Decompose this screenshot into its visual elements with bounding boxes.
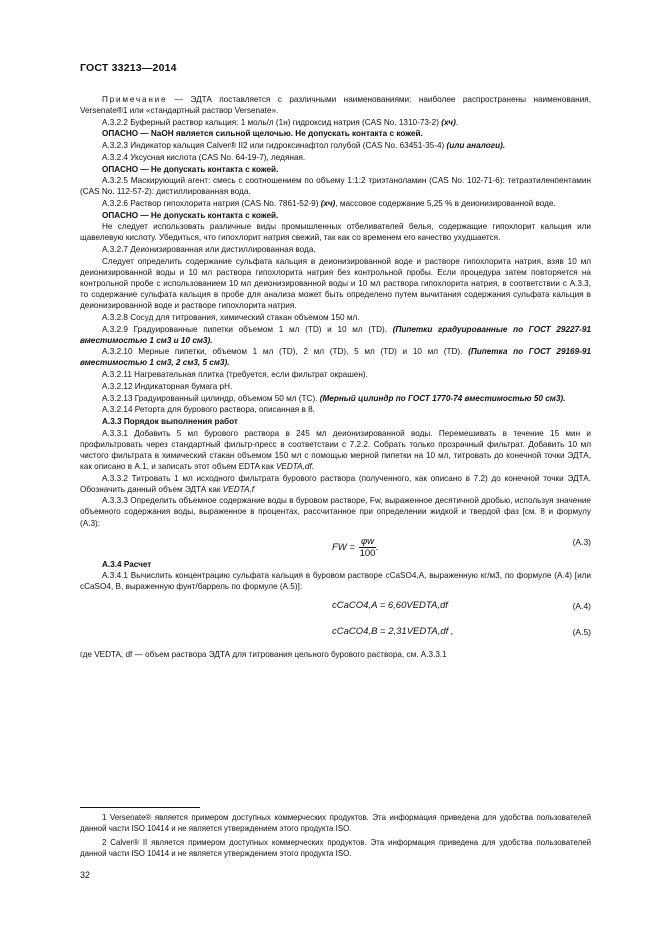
equation-a5: cCaCO4,B = 2,31VEDTA,df , (A.5) [332,625,591,637]
standard-header: ГОСТ 33213—2014 [80,62,177,74]
note-label: Примечание [102,95,168,104]
footnote-2: 2 Calver® II является примером доступных коммерческих продуктов. Эта информация приведена для удобства пользователей данной части ISO 10414 и не является утверждением этого продукта ISO. [80,838,591,858]
danger-2: ОПАСНО — Не допускать контакта с кожей. [102,210,279,220]
danger-naoh: ОПАСНО — NaOH является сильной щелочью. Не допускать контакта с кожей. [102,129,423,139]
para-a341: А.3.4.1 Вычислить концентрацию сульфата кальция в буровом растворе cCaSO4,A, выраженную кг/м3, по формуле (А.4) [или cCaSO4, B, выраженную фунт/баррель по формуле (А.5)]: [80,571,591,592]
heading-a34: А.3.4 Расчет [102,559,152,569]
para-a3211: А.3.2.11 Нагревательная плитка (требуется, если фильтрат окрашен). [102,370,368,380]
para-bleach: Не следует использовать различные виды промышленных отбеливателей белья, содержащие гипохлорит кальция или щавелевую кислоту. Убедиться, что гипохлорит натрия свежий, так как со временем его качество ухудшается. [80,222,591,243]
para-a331: А.3.3.1 Добавить 5 мл бурового раствора в 245 мл деионизированной воды. Перемешивать в течение 15 мин и профильтровать через стандартный фильтр-пресс в соответствии с 7.2.2. Собрать только прозрачный фильтрат. Добавить 10 мл чистого фильтрата в химический стакан объемом 150 мл с помощью мерной пипетки на 10 мл, титровать до конечной точки ЭДТА, как описано в А.1, и записать этот объем EDTA как VEDTA,df. [80,428,591,471]
para-a332: А.3.3.2 Титровать 1 мл исходного фильтрата бурового раствора (полученного, как описано в 7.2) до конечной точки ЭДТА. Обозначить данный объем ЭДТА как VEDTA,f [80,473,591,494]
para-a322: А.3.2.2 Буферный раствор кальция: 1 моль/л (1н) гидроксид натрия (CAS No. 1310-73-2) (хч). [102,117,459,127]
equation-number: (A.5) [572,626,591,637]
heading-a33: А.3.3 Порядок выполнения работ [102,416,238,426]
equation-a3: FW = $\frac{\varphi w}{100}$ . (A.3) [332,535,591,559]
para-a324: А.3.2.4 Уксусная кислота (CAS No. 64-19-7), ледяная. [102,152,306,162]
para-a328: А.3.2.8 Сосуд для титрования, химический стакан объемом 150 мл. [102,312,360,322]
equation-number: (A.3) [572,536,591,547]
para-a325: А.3.2.5 Маскирующий агент: смесь с соотношением по объему 1:1:2 триэтаноламин (CAS No. 102-71-6): тетраэтиленпентамин (CAS No. 112-57-2): дистиллированная вода. [80,176,591,197]
note-paragraph [80,94,591,116]
para-where: где VEDTA, df — объем раствора ЭДТА для титрования цельного бурового раствора, см. А.3.3.1 [80,649,447,659]
para-a3212: А.3.2.12 Индикаторная бумага pH. [102,381,233,391]
page-number: 32 [80,870,91,880]
para-a3210: А.3.2.10 Мерные пипетки, объемом 1 мл (TD), 2 мл (TD), 5 мл (TD) и 10 мл (TD). (Пипетка по ГОСТ 29169-91 вместимостью 1 см3, 2 см3, 5 см3). [80,347,591,368]
body-text [80,94,591,660]
equation-a4: cCaCO4,A = 6,60VEDTA,df (A.4) [332,599,591,611]
danger-1: ОПАСНО — Не допускать контакта с кожей. [102,164,279,174]
para-a326: А.3.2.6 Раствор гипохлорита натрия (CAS No. 7861-52-9) (хч), массовое содержание 5,25 % в деионизированной воде. [102,199,556,208]
footnote-1: 1 Versenate® является примером доступных коммерческих продуктов. Эта информация приведена для удобства пользователей данной части ISO 10414 и не является утверждением этого продукта ISO. [80,813,591,833]
para-sulfate: Следует определить содержание сульфата кальция в деионизированной воде и растворе гипохлорита натрия, взяв 10 мл деионизированной воды и 10 мл раствора гипохлорита натрия без контрольной пробы. Если процедура затем повторяется на контрольной пробе с использованием 10 мл деионизированной воды и 10 мл раствора гипохлорита натрия, в соответствии с А.3.3, то содержание сульфата кальция в пробе для анализа может быть определено путем вычитания содержания сульфата кальция в деионизированной воде и растворе гипохлорита натрия. [80,256,591,311]
para-a323: А.3.2.3 Индикатор кальция Calver® II2 или гидроксинафтол голубой (CAS No. 63451-35-4) (или аналоги). [102,141,506,151]
para-a329: А.3.2.9 Градуированные пипетки объемом 1 мл (TD) и 10 мл (TD). (Пипетки градуированные по ГОСТ 29227-91 вместимостью 1 см3 и 10 см3). [80,324,591,345]
note-text: — ЭДТА поставляется с различными наименованиями: наиболее распространены наименования, Versenate®1 или «стандартный раствор Versenate». [80,95,591,116]
para-a3214: А.3.2.14 Реторта для бурового раствора, описанная в 8. [102,405,315,415]
para-a327: А.3.2.7 Деионизированная или дистиллированная вода. [102,245,316,255]
footnote-divider [80,807,200,808]
para-a333: А.3.3.3 Определить объемное содержание воды в буровом растворе, Fw, выраженное десятичной дробью, используя значение объемного содержания воды, выраженное в процентах, рассчитанное при определении жидкой и твердой фаз [см. 8 и формулу (А.3): [80,496,591,528]
equation-number: (A.4) [572,600,591,611]
para-a3213: А.3.2.13 Градуированный цилиндр, объемом 50 мл (TC). (Мерный цилиндр по ГОСТ 1770-74 вместимостью 50 см3). [102,393,566,403]
